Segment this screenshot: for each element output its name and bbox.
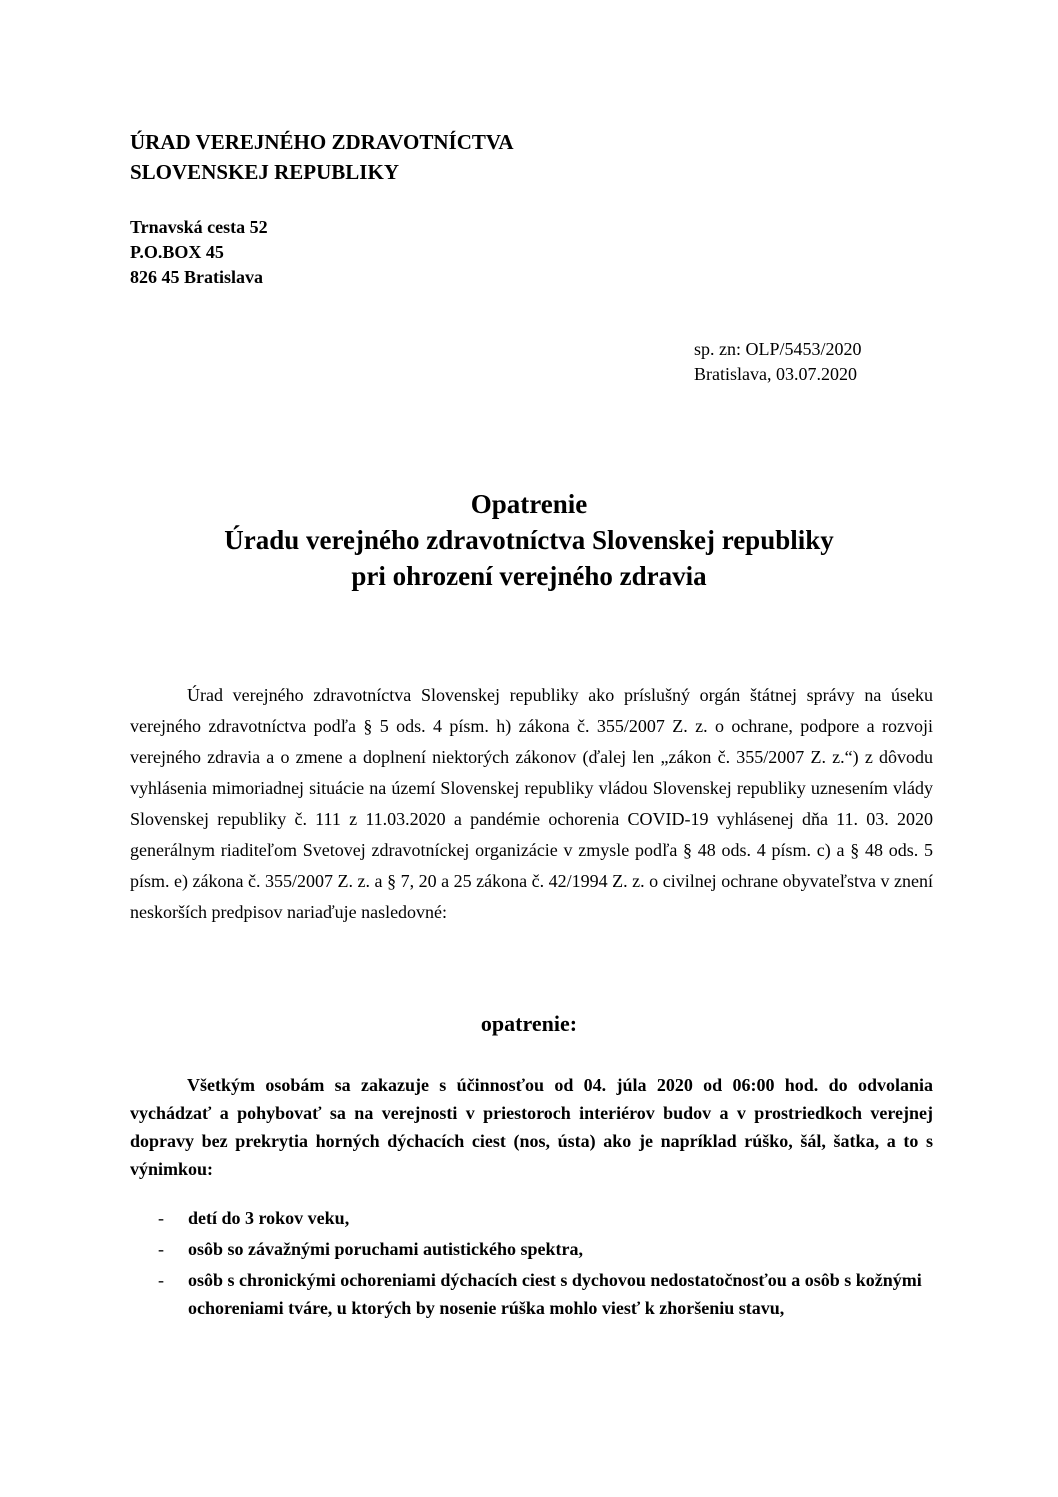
list-item — [130, 1204, 933, 1232]
list-item — [130, 1235, 933, 1263]
authority-line-1: ÚRAD VEREJNÉHO ZDRAVOTNÍCTVA — [130, 130, 514, 154]
address-street: Trnavská cesta 52 — [130, 217, 268, 237]
list-dash: - — [158, 1239, 164, 1259]
title-line-1: Opatrenie — [470, 489, 588, 519]
list-item-text: osôb s chronickými ochoreniami dýchacích ciest s dychovou nedostatočnosťou a osôb s kožnými ochoreniami tváre, u ktorých by nosenie rúška mohlo viesť k zhoršeniu stavu, — [188, 1270, 922, 1318]
intro-paragraph: Úrad verejného zdravotníctva Slovenskej republiky ako príslušný orgán štátnej správy na úseku verejného zdravotníctva podľa § 5 ods. 4 písm. h) zákona č. 355/2007 Z. z. o ochrane, podpore a rozvoji verejného zdravia a o zmene a doplnení niektorých zákonov (ďalej len „zákon č. 355/2007 Z. z.“) z dôvodu vyhlásenia mimoriadnej situácie na území Slovenskej republiky vládou Slovenskej republiky uznesením vlády Slovenskej republiky č. 111 z 11.03.2020 a pandémie ochorenia COVID-19 vyhlásenej dňa 11. 03. 2020 generálnym riaditeľom Svetovej zdravotníckej organizácie v zmysle podľa § 48 ods. 4 písm. c) a § 48 ods. 5 písm. e) zákona č. 355/2007 Z. z. a § 7, 20 a 25 zákona č. 42/1994 Z. z. o civilnej ochrane obyvateľstva v znení neskorších predpisov nariaďuje nasledovné: — [130, 685, 933, 922]
reference-block — [694, 337, 862, 387]
file-number: sp. zn: OLP/5453/2020 — [694, 339, 862, 359]
address-city: 826 45 Bratislava — [130, 267, 263, 287]
authority-line-2: SLOVENSKEJ REPUBLIKY — [130, 160, 399, 184]
list-item — [130, 1266, 933, 1322]
document-title — [0, 486, 1058, 594]
title-line-2: Úradu verejného zdravotníctva Slovenskej republiky — [224, 525, 834, 555]
title-line-3: pri ohrození verejného zdravia — [351, 561, 707, 591]
place-and-date: Bratislava, 03.07.2020 — [694, 364, 857, 384]
issuing-authority — [130, 127, 514, 187]
authority-address — [130, 215, 268, 290]
list-dash: - — [158, 1270, 164, 1290]
list-item-text: osôb so závažnými poruchami autistického spektra, — [188, 1239, 584, 1259]
exceptions-list — [130, 1204, 933, 1325]
address-pobox: P.O.BOX 45 — [130, 242, 224, 262]
list-item-text: detí do 3 rokov veku, — [188, 1208, 350, 1228]
section-title: opatrenie: — [480, 1011, 578, 1036]
measure-paragraph: Všetkým osobám sa zakazuje s účinnosťou od 04. júla 2020 od 06:00 hod. do odvolania vychádzať a pohybovať sa na verejnosti v priestoroch interiérov budov a v prostriedkoch verejnej dopravy bez prekrytia horných dýchacích ciest (nos, ústa) ako je napríklad rúško, šál, šatka, a to s výnimkou: — [130, 1075, 933, 1179]
list-dash: - — [158, 1208, 164, 1228]
